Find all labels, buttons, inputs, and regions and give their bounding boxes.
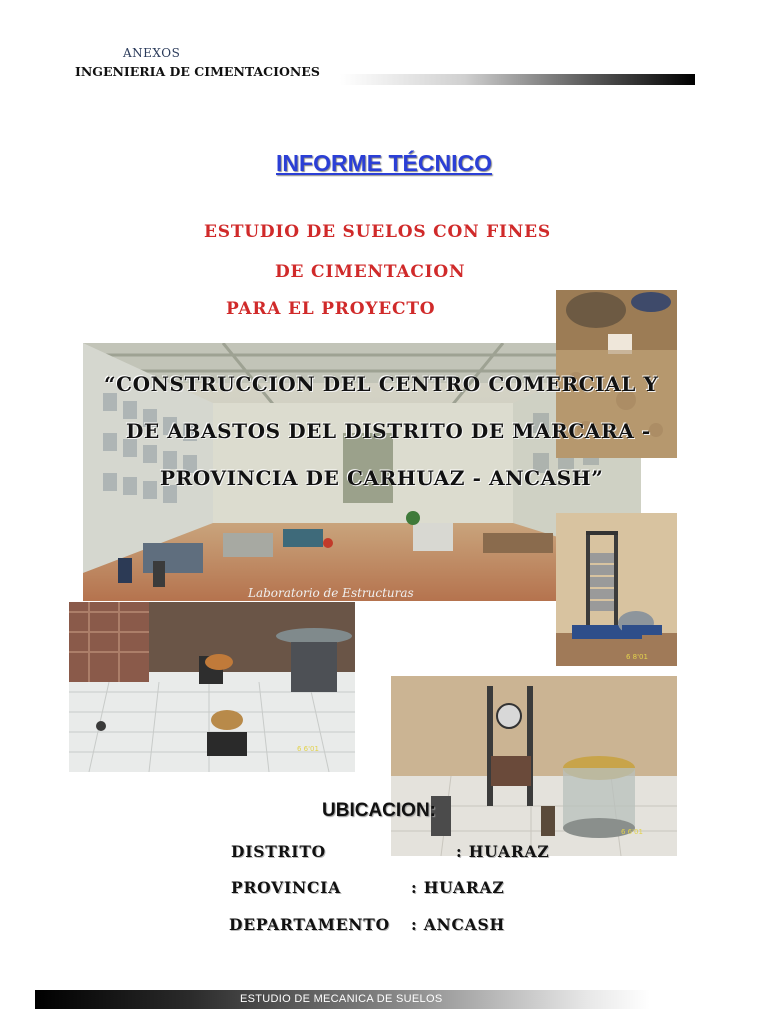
consolidation-photo-date: 6 6'01 — [621, 828, 643, 836]
subtitle-line-2: DE CIMENTACION — [275, 262, 466, 282]
balance-photo-date: 6 6'01 — [297, 745, 319, 753]
footer-text: ESTUDIO DE MECANICA DE SUELOS — [240, 993, 443, 1005]
project-line-2: DE ABASTOS DEL DISTRITO DE MARCARA - — [126, 419, 651, 443]
district-value: : HUARAZ — [456, 842, 550, 861]
balance-lab-photo — [69, 602, 355, 772]
province-value: : HUARAZ — [411, 878, 505, 897]
consolidation-lab-photo — [391, 676, 677, 856]
header-gradient-bar — [340, 74, 695, 85]
project-line-1: “CONSTRUCCION DEL CENTRO COMERCIAL Y — [104, 372, 659, 396]
province-label: PROVINCIA — [231, 878, 342, 897]
department-value: : ANCASH — [411, 915, 505, 934]
report-title: INFORME TÉCNICO — [276, 150, 492, 176]
department-label: DEPARTAMENTO — [229, 915, 390, 934]
subtitle-line-1: ESTUDIO DE SUELOS CON FINES — [204, 222, 551, 242]
subtitle-line-3: PARA EL PROYECTO — [226, 299, 436, 319]
location-heading: UBICACION: — [322, 800, 436, 821]
annex-label: ANEXOS — [123, 46, 181, 60]
sieve-photo-date: 6 8'01 — [626, 653, 648, 661]
sieve-shaker-photo — [556, 513, 677, 666]
project-line-3: PROVINCIA DE CARHUAZ - ANCASH” — [160, 466, 604, 490]
district-label: DISTRITO — [231, 842, 326, 861]
photo-caption: Laboratorio de Estructuras — [248, 586, 414, 600]
course-title: INGENIERIA DE CIMENTACIONES — [75, 64, 320, 79]
